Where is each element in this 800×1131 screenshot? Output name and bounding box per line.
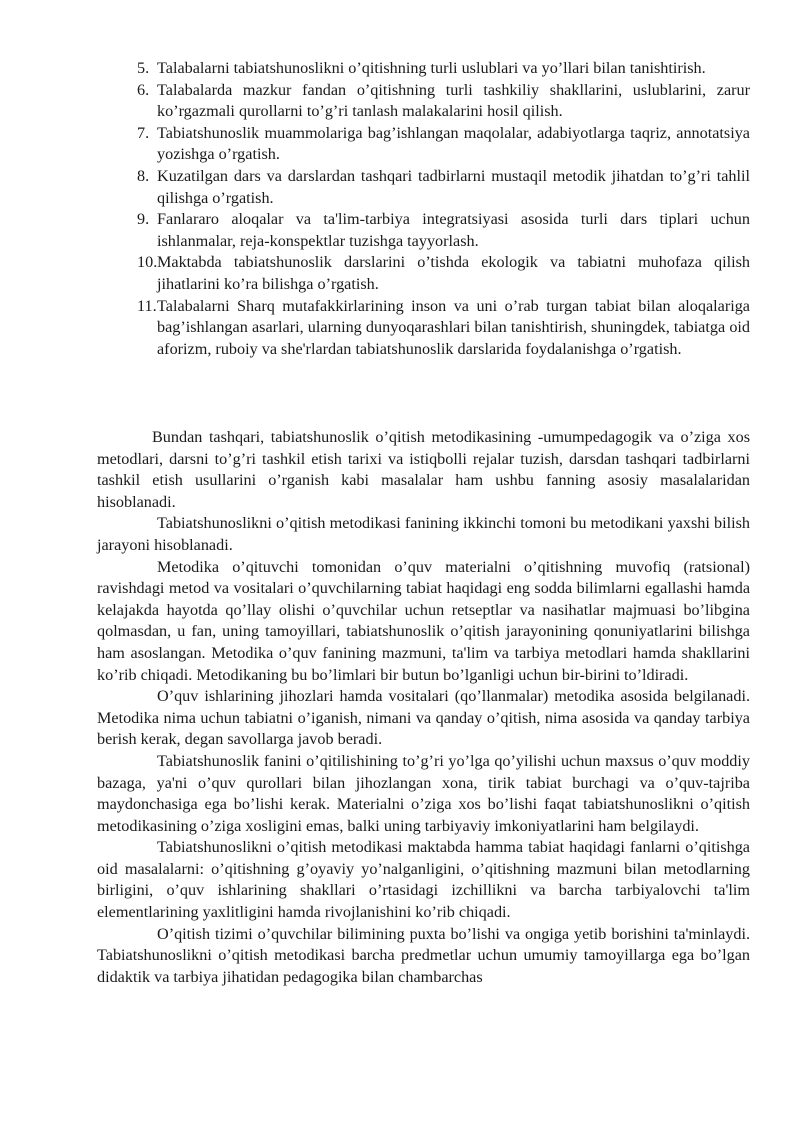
list-item	[97, 123, 750, 166]
list-item	[97, 209, 750, 252]
objectives-list	[97, 58, 750, 360]
list-item-number: 10.	[137, 253, 158, 272]
list-item-text: Fanlararo aloqalar va ta'lim-tarbiya integratsiyasi asosida turli dars tiplari uchun ishlanmalar, reja-konspektlar tuzishga tayyorlash.	[157, 210, 750, 250]
list-item	[97, 166, 750, 209]
list-item-text: Talabalarni tabiatshunoslikni o’qitishning turli uslublari va yo’llari bilan tanishtirish.	[157, 59, 706, 77]
list-item	[97, 296, 750, 361]
list-item-number: 11.	[137, 296, 157, 315]
paragraph: Tabiatshunoslik fanini o’qitilishining to’g’ri yo’lga qo’yilishi uchun maxsus o’quv moddiy bazaga, ya'ni o’quv qurollari bilan jihozlangan xona, tirik tabiat burchagi va o’quv-tajriba maydonchasiga ega bo’lishi kerak. Materialni o’ziga xos bo’lishi faqat tabiatshunoslikni o’qitish metodikasining o’ziga xosligini emas, balki uning tarbiyaviy imkoniyatlarini ham belgilaydi.	[97, 751, 750, 835]
paragraph: Tabiatshunoslikni o’qitish metodikasi maktabda hamma tabiat haqidagi fanlarni o’qitishga oid masalalarni: o’qitishning g’oyaviy yo’nalganligini, o’qitishning mazmuni bilan metodlarning birligini, o’quv ishlarining shakllari o’rtasidagi izchillikni va barcha tarbiyalovchi ta'lim elementlarining yaxlitligini hamda rivojlanishini ko’rib chiqadi.	[97, 838, 750, 922]
list-item-text: Maktabda tabiatshunoslik darslarini o’tishda ekologik va tabiatni muhofaza qilish jihatlarini ko’ra bilishga o’rgatish.	[157, 253, 750, 293]
list-item	[97, 80, 750, 123]
list-item-text: Talabalarni Sharq mutafakkirlarining inson va uni o’rab turgan tabiat bilan aloqalariga bag’ishlangan asarlari, ularning dunyoqarashlari bilan tanishtirish, shuningdek, tabiatga oid aforizm, ruboiy va she'rlardan tabiatshunoslik darslarida foydalanishga o’rgatish.	[157, 296, 750, 358]
list-item-number: 7.	[137, 123, 150, 142]
list-item-number: 6.	[137, 80, 150, 99]
list-item-number: 8.	[137, 166, 150, 185]
paragraph: Bundan tashqari, tabiatshunoslik o’qitish metodikasining -umumpedagogik va o’ziga xos metodlari, darsni to’g’ri tashkil etish tarixi va istiqbolli rejalar tuzish, darsdan tashqari tadbirlarni tashkil etish usullarini o’rganish kabi masalalar ham ushbu fanning asosiy masalalaridan hisoblanadi.	[97, 428, 750, 511]
body-text	[97, 427, 750, 988]
paragraph: O’qitish tizimi o’quvchilar bilimining puxta bo’lishi va ongiga yetib borishini ta'minlaydi. Tabiatshunoslikni o’qitish metodikasi barcha predmetlar uchun umumiy tamoyillarga ega bo’lgan didaktik va tarbiya jihatidan pedagogika bilan chambarchas	[97, 924, 750, 986]
list-item-number: 5.	[137, 59, 150, 77]
list-item	[97, 58, 750, 80]
list-item-text: Talabalarda mazkur fandan o’qitishning turli tashkiliy shakllarini, uslublarini, zarur ko’rgazmali qurollarni to’g’ri tanlash malakalarini hosil qilish.	[157, 80, 750, 121]
list-item	[97, 252, 750, 295]
paragraph: O’quv ishlarining jihozlari hamda vositalari (qo’llanmalar) metodika asosida belgilanadi. Metodika nima uchun tabiatni o’iganish, nimani va qanday o’qitish, nima asosida va qanday tarbiya berish kerak, degan savollarga javob beradi.	[97, 687, 750, 749]
paragraph: Metodika o’qituvchi tomonidan o’quv materialni o’qitishning muvofiq (ratsional) ravishdagi metod va vositalari o’quvchilarning tabiat haqidagi eng sodda bilimlarni egallashi hamda kelajakda hayotda qo’llay olishi o’quvchilar uchun retseptlar va nasihatlar majmuasi bo’libgina qolmasdan, u fan, uning tamoyillari, tabiatshunoslik o’qitish jarayonining qonuniyatlarini bilishga ham asoslangan. Metodika o’quv fanining mazmuni, ta'lim va tarbiya metodlari hamda shakllarini ko’rib chiqadi. Metodikaning bu bo’limlari bir butun bo’lganligi uchun bir-birini to’ldiradi.	[97, 557, 750, 684]
list-item-text: Kuzatilgan dars va darslardan tashqari tadbirlarni mustaqil metodik jihatdan to’g’ri tahlil qilishga o’rgatish.	[157, 166, 750, 207]
list-item-text: Tabiatshunoslik muammolariga bag’ishlangan maqolalar, adabiyotlarga taqriz, annotatsiya yozishga o’rgatish.	[157, 123, 750, 164]
paragraph: Tabiatshunoslikni o’qitish metodikasi fanining ikkinchi tomoni bu metodikani yaxshi bilish jarayoni hisoblanadi.	[97, 514, 750, 554]
list-item-number: 9.	[137, 210, 150, 229]
